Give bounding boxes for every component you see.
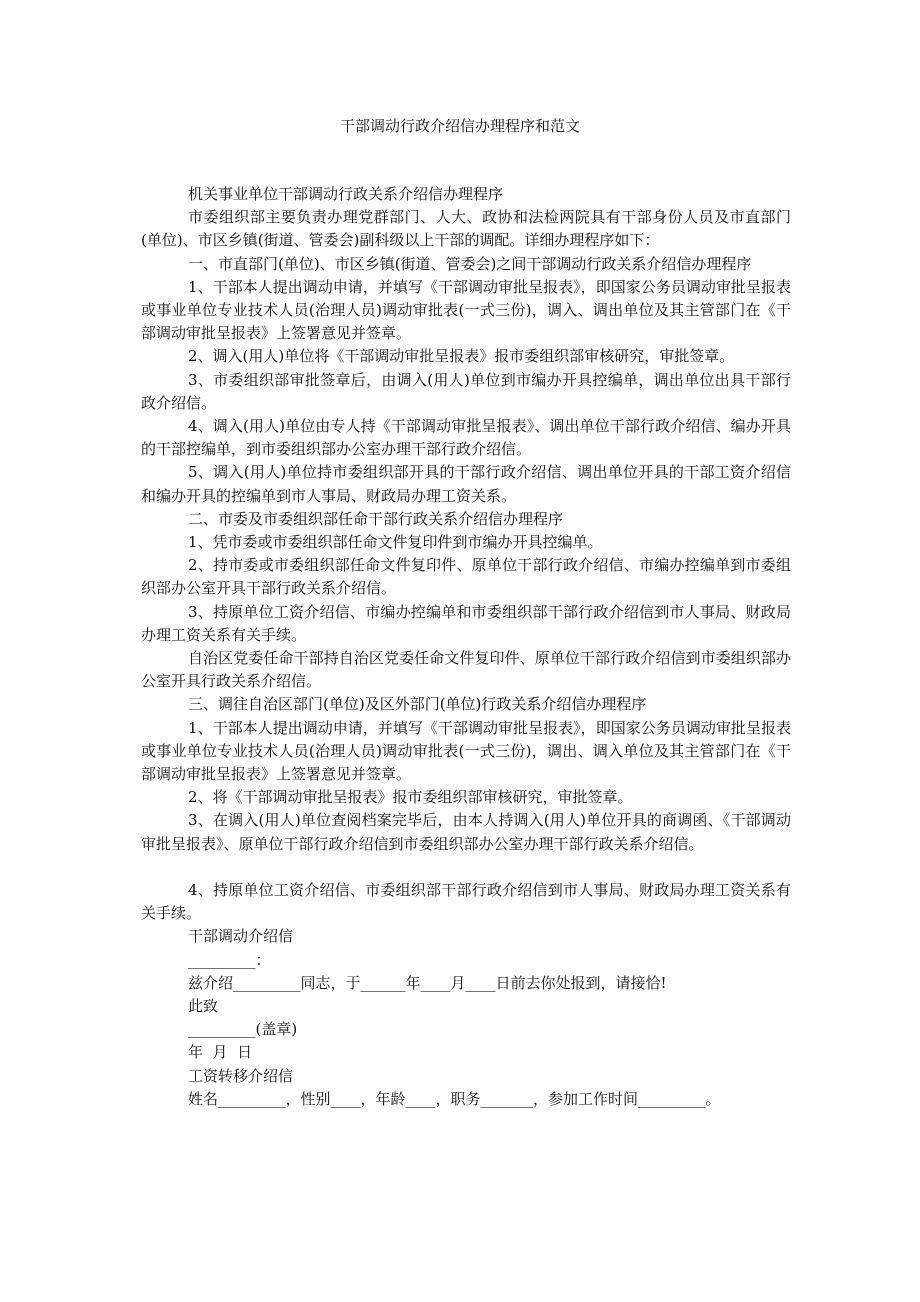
section-heading: 二、市委及市委组织部任命干部行政关系介绍信办理程序 xyxy=(188,509,564,528)
letter-salutation: 此致 xyxy=(188,996,219,1015)
paragraph: 3、在调入(用人)单位查阅档案完毕后，由本人持调入(用人)单位开具的商调函、《干部调动审批呈报表》、原单位干部行政介绍信到市委组织部办公室办理干部行政关系介绍信。 xyxy=(141,811,791,853)
paragraph: 1、凭市委或市委组织部任命文件复印件到市编办开具控编单。 xyxy=(188,533,603,552)
section-heading: 三、调往自治区部门(单位)及区外部门(单位)行政关系介绍信办理程序 xyxy=(188,695,647,714)
paragraph: 1、干部本人提出调动申请，并填写《干部调动审批呈报表》，即国家公务员调动审批呈报表或事业单位专业技术人员(治理人员)调动审批表(一式三份)，调出、调入单位及其主管部门在《干部调动审批呈报表》上签署意见并签章。 xyxy=(141,718,791,784)
letter-heading: 干部调动介绍信 xyxy=(188,927,294,946)
letter-body: 姓名_________，性别____，年龄____，职务_______，参加工作时间_________。 xyxy=(188,1089,721,1108)
letter-body: 兹介绍_________同志，于______年____月____日前去你处报到，请接恰! xyxy=(188,973,667,992)
document-title: 干部调动行政介绍信办理程序和范文 xyxy=(339,117,580,135)
paragraph: 市委组织部主要负责办理党群部门、人大、政协和法检两院具有干部身份人员及市直部门(单位)、市区乡镇(街道、管委会)副科级以上干部的调配。详细办理程序如下： xyxy=(141,208,791,250)
paragraph: 1、干部本人提出调动申请，并填写《干部调动审批呈报表》，即国家公务员调动审批呈报表或事业单位专业技术人员(治理人员)调动审批表(一式三份)，调入、调出单位及其主管部门在《干部调动审批呈报表》上签署意见并签章。 xyxy=(141,277,791,343)
section-heading: 机关事业单位干部调动行政关系介绍信办理程序 xyxy=(188,185,504,203)
paragraph: 3、持原单位工资介绍信、市编办控编单和市委组织部干部行政介绍信到市人事局、财政局办理工资关系有关手续。 xyxy=(141,602,791,644)
section-heading: 一、市直部门(单位)、市区乡镇(街道、管委会)之间干部调动行政关系介绍信办理程序 xyxy=(188,254,752,273)
paragraph: 5、调入(用人)单位持市委组织部开具的干部行政介绍信、调出单位开具的干部工资介绍信和编办开具的控编单到市人事局、财政局办理工资关系。 xyxy=(141,463,791,505)
paragraph: 3、市委组织部审批签章后，由调入(用人)单位到市编办开具控编单，调出单位出具干部行政介绍信。 xyxy=(141,370,791,412)
document-body xyxy=(141,183,791,1111)
blank-line xyxy=(141,856,791,879)
paragraph: 4、持原单位工资介绍信、市委组织部干部行政介绍信到市人事局、财政局办理工资关系有关手续。 xyxy=(141,880,791,923)
paragraph: 2、将《干部调动审批呈报表》报市委组织部审核研究，审批签章。 xyxy=(188,788,633,807)
letter-seal-line: _________(盖章) xyxy=(188,1020,298,1039)
paragraph: 4、调入(用人)单位由专人持《干部调动审批呈报表》、调出单位干部行政介绍信、编办开具的干部控编单，到市委组织部办公室办理干部行政介绍信。 xyxy=(141,417,791,459)
letter-recipient-blank: _________： xyxy=(188,950,271,969)
letter-date-line: 年 月 日 xyxy=(188,1043,253,1062)
paragraph: 自治区党委任命干部持自治区党委任命文件复印件、原单位干部行政介绍信到市委组织部办公室开具行政关系介绍信。 xyxy=(141,649,791,691)
letter-heading: 工资转移介绍信 xyxy=(188,1066,294,1085)
paragraph: 2、持市委或市委组织部任命文件复印件、原单位干部行政介绍信、市编办控编单到市委组织部办公室开具干部行政关系介绍信。 xyxy=(141,556,791,598)
paragraph: 2、调入(用人)单位将《干部调动审批呈报表》报市委组织部审核研究，审批签章。 xyxy=(188,347,735,366)
